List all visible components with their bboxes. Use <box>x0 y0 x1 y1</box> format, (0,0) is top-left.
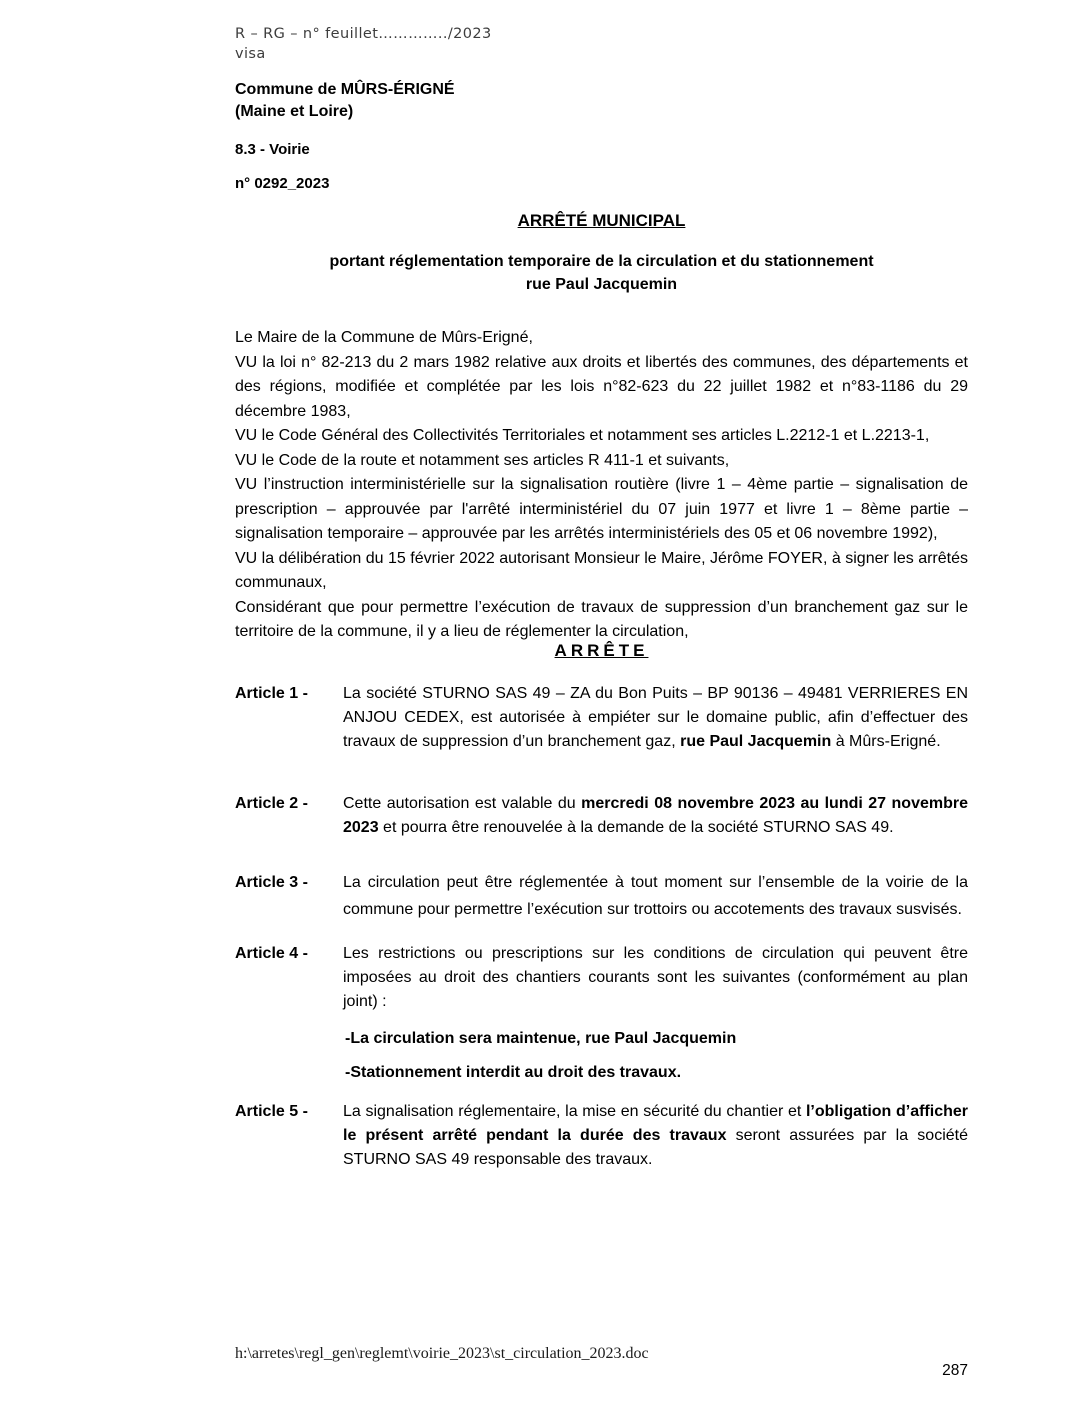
department-name: (Maine et Loire) <box>235 103 354 120</box>
preamble-line-mayor: Le Maire de la Commune de Mûrs-Erigné, <box>235 329 533 346</box>
document-title-text: ARRÊTÉ MUNICIPAL <box>517 211 686 230</box>
preamble-line-vu-code-route: VU le Code de la route et notamment ses articles R 411-1 et suivants, <box>235 451 730 469</box>
footer-file-path: h:\arretes\regl_gen\reglemt\voirie_2023\st_circulation_2023.doc <box>235 1345 649 1362</box>
decree-number: n° 0292_2023 <box>235 175 330 192</box>
document-subtitle <box>235 250 968 296</box>
article-4-label: Article 4 - <box>235 945 308 962</box>
article-1-label: Article 1 - <box>235 685 308 702</box>
article-2-label: Article 2 - <box>235 795 308 812</box>
article-5-body: La signalisation réglementaire, la mise en sécurité du chantier et l’obligation d’afficher le présent arrêté pendant la durée des travaux seront assurées par la société STURNO SAS 49 responsable des travaux. <box>343 1103 969 1168</box>
subtitle-line-1: portant réglementation temporaire de la circulation et du stationnement <box>329 253 874 270</box>
page-number: 287 <box>942 1362 968 1379</box>
decree-heading <box>235 641 968 661</box>
article-4-body: Les restrictions ou prescriptions sur les conditions de circulation qui peuvent être imposées au droit des chantiers courants sont les suivantes (conformément au plan joint) : <box>343 945 968 1010</box>
article-2 <box>235 792 968 840</box>
category-label: 8.3 - Voirie <box>235 141 310 158</box>
article-4 <box>235 942 968 1014</box>
article-4-item-2-text: -Stationnement interdit au droit des travaux. <box>345 1064 682 1081</box>
article-3-body: La circulation peut être réglementée à tout moment sur l’ensemble de la voirie de la commune pour permettre l’exécution sur trottoirs ou accotements des travaux susvisés. <box>343 874 968 918</box>
article-1 <box>235 682 968 754</box>
registry-line: R – RG – n° feuillet…………../2023 <box>235 26 492 42</box>
preamble-line-considerant: Considérant que pour permettre l’exécution de travaux de suppression d’un branchement gaz sur le territoire de la commune, il y a lieu de réglementer la circulation, <box>235 598 968 640</box>
article-5-label: Article 5 - <box>235 1103 308 1120</box>
preamble-line-vu-cgct: VU le Code Général des Collectivités Territoriales et notamment ses articles L.2212-1 et L.2213-1, <box>235 427 930 444</box>
article-2-body: Cette autorisation est valable du mercredi 08 novembre 2023 au lundi 27 novembre 2023 et pourra être renouvelée à la demande de la société STURNO SAS 49. <box>343 795 969 836</box>
article-4-item-stationnement <box>235 1064 968 1082</box>
preamble-line-vu-instruction: VU l’instruction interministérielle sur la signalisation routière (livre 1 – 4ème partie – signalisation de prescription – approuvée par l'arrêté interministériel du 07 juin 1977 et livre 1 – 8ème partie – signalisation temporaire – approuvée par les arrêtés interministériels des 05 et 06 novembre 1992), <box>235 476 968 542</box>
preamble <box>235 326 968 645</box>
decree-heading-text: ARRÊTE <box>554 641 649 660</box>
article-5 <box>235 1100 968 1172</box>
commune-name: Commune de MÛRS-ÉRIGNÉ <box>235 81 455 98</box>
article-3-label: Article 3 - <box>235 874 308 891</box>
visa-label: visa <box>235 46 266 62</box>
article-3 <box>235 870 968 923</box>
preamble-line-vu-deliberation: VU la délibération du 15 février 2022 autorisant Monsieur le Maire, Jérôme FOYER, à signer les arrêtés communaux, <box>235 549 968 591</box>
article-1-body: La société STURNO SAS 49 – ZA du Bon Puits – BP 90136 – 49481 VERRIERES EN ANJOU CEDEX, est autorisée à empiéter sur le domaine public, afin d’effectuer des travaux de suppression d’un branchement gaz, rue Paul Jacquemin à Mûrs-Erigné. <box>343 685 968 750</box>
article-4-item-circulation <box>235 1030 968 1048</box>
subtitle-line-2: rue Paul Jacquemin <box>525 276 678 293</box>
preamble-line-vu-loi: VU la loi n° 82-213 du 2 mars 1982 relative aux droits et libertés des communes, des départements et des régions, modifiée et complétée par les lois n°82-623 du 22 juillet 1982 et n°83-1186 du 29 décembre 1983, <box>235 353 968 420</box>
commune-block <box>235 79 735 123</box>
document-title <box>235 211 968 231</box>
registry-header <box>235 24 735 64</box>
article-4-item-1-text: -La circulation sera maintenue, rue Paul Jacquemin <box>345 1030 737 1047</box>
